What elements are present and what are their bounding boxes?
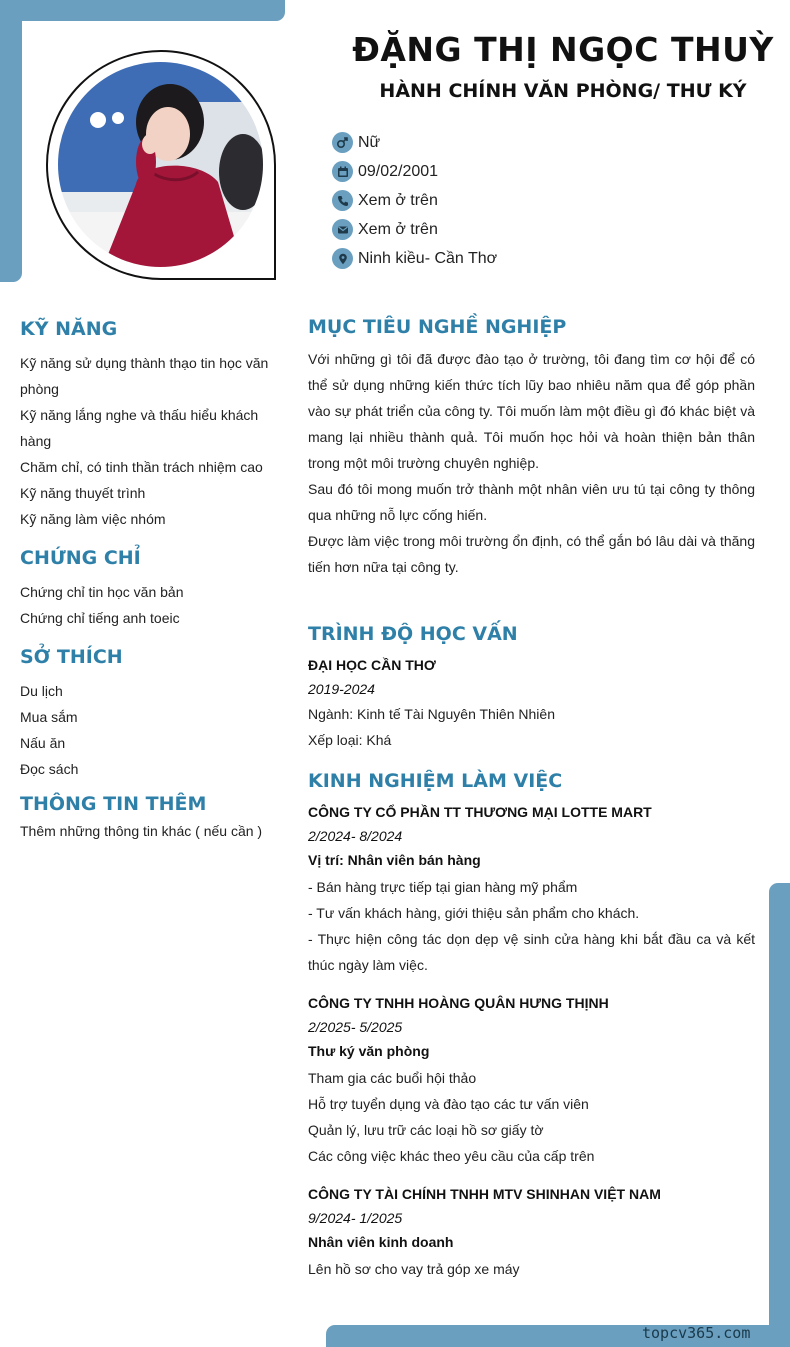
education-period: 2019-2024 xyxy=(308,681,375,697)
certificate-item: Chứng chỉ tin học văn bản xyxy=(20,584,184,600)
location-icon xyxy=(332,248,353,269)
extra-info-heading: THÔNG TIN THÊM xyxy=(20,793,207,815)
certificates-heading: CHỨNG CHỈ xyxy=(20,547,141,569)
job-role: Vị trí: Nhân viên bán hàng xyxy=(308,852,481,868)
right-decor-bar xyxy=(769,883,790,1347)
contact-phone xyxy=(332,186,497,215)
contact-list xyxy=(332,128,497,273)
site-watermark: topcv365.com xyxy=(642,1324,751,1342)
job-task: Các công việc khác theo yêu cầu của cấp trên xyxy=(308,1148,595,1164)
job-role: Thư ký văn phòng xyxy=(308,1043,430,1059)
job-task: - Bán hàng trực tiếp tại gian hàng mỹ phẩm xyxy=(308,879,578,895)
extra-info-list xyxy=(20,818,290,844)
contact-location xyxy=(332,244,497,273)
education-grade: Xếp loại: Khá xyxy=(308,732,392,748)
school-name: ĐẠI HỌC CẦN THƠ xyxy=(308,657,436,673)
email-text: Xem ở trên xyxy=(358,220,438,238)
job-task: Tham gia các buổi hội thảo xyxy=(308,1070,477,1086)
hobby-item: Du lịch xyxy=(20,683,63,699)
job-company: CÔNG TY TNHH HOÀNG QUÂN HƯNG THỊNH xyxy=(308,995,609,1011)
job-task: - Thực hiện công tác dọn dẹp vệ sinh cửa hàng khi bắt đầu ca và kết thúc ngày làm việc. xyxy=(308,931,755,973)
job-task: Hỗ trợ tuyển dụng và đào tạo các tư vấn viên xyxy=(308,1096,589,1112)
calendar-icon xyxy=(332,161,353,182)
hobbies-heading: SỞ THÍCH xyxy=(20,646,123,668)
education-major: Ngành: Kinh tế Tài Nguyên Thiên Nhiên xyxy=(308,706,555,722)
objective-paragraph: Với những gì tôi đã được đào tạo ở trường, tôi đang tìm cơ hội để có thể sử dụng những kiến thức tích lũy bao nhiêu năm qua để góp phần vào sự phát triển của công ty. Tôi muốn làm một điều gì đó khác biệt và mang lại nhiều thành quả. Tôi muốn học hỏi và hoàn thiện bản thân trong một môi trường chuyên nghiệp. xyxy=(308,351,755,471)
phone-text: Xem ở trên xyxy=(358,191,438,209)
top-decor-bar xyxy=(0,0,285,21)
hobby-item: Nấu ăn xyxy=(20,735,66,751)
education-heading: TRÌNH ĐỘ HỌC VẤN xyxy=(308,623,518,645)
location-text: Ninh kiều- Cần Thơ xyxy=(358,249,498,267)
hobby-item: Mua sắm xyxy=(20,709,78,725)
skill-item: Chăm chỉ, có tinh thần trách nhiệm cao xyxy=(20,459,263,475)
objective-heading: MỤC TIÊU NGHỀ NGHIỆP xyxy=(308,316,567,338)
contact-birthdate xyxy=(332,157,497,186)
extra-info-text: Thêm những thông tin khác ( nếu cần ) xyxy=(20,823,263,839)
email-icon xyxy=(332,219,353,240)
job-company: CÔNG TY CỔ PHẦN TT THƯƠNG MẠI LOTTE MART xyxy=(308,804,652,820)
skill-item: Kỹ năng làm việc nhóm xyxy=(20,511,166,527)
certificate-item: Chứng chỉ tiếng anh toeic xyxy=(20,610,180,626)
phone-icon xyxy=(332,190,353,211)
hobbies-list xyxy=(20,678,280,782)
objective-paragraph: Sau đó tôi mong muốn trở thành một nhân viên ưu tú tại công ty thông qua những nỗ lực cống hiến. xyxy=(308,481,755,523)
job-task: Lên hồ sơ cho vay trả góp xe máy xyxy=(308,1261,520,1277)
skill-item: Kỹ năng lắng nghe và thấu hiểu khách hàng xyxy=(20,407,259,449)
job-task: - Tư vấn khách hàng, giới thiệu sản phẩm cho khách. xyxy=(308,905,640,921)
skills-heading: KỸ NĂNG xyxy=(20,318,118,340)
job-period: 9/2024- 1/2025 xyxy=(308,1210,403,1226)
certificates-list xyxy=(20,579,280,631)
left-decor-bar xyxy=(0,0,22,282)
skills-list xyxy=(20,350,280,532)
job-task: Quản lý, lưu trữ các loại hồ sơ giấy tờ xyxy=(308,1122,544,1138)
skill-item: Kỹ năng sử dụng thành thạo tin học văn phòng xyxy=(20,355,269,397)
job-role: Nhân viên kinh doanh xyxy=(308,1234,454,1250)
profile-photo-illustration xyxy=(58,62,263,267)
job-company: CÔNG TY TÀI CHÍNH TNHH MTV SHINHAN VIỆT NAM xyxy=(308,1186,661,1202)
profile-photo xyxy=(58,62,263,267)
objective-paragraph: Được làm việc trong môi trường ổn định, có thể gắn bó lâu dài và thăng tiến hơn nữa tại công ty. xyxy=(308,533,755,575)
job-period: 2/2025- 5/2025 xyxy=(308,1019,403,1035)
contact-email xyxy=(332,215,497,244)
experience-heading: KINH NGHIỆM LÀM VIỆC xyxy=(308,770,563,792)
gender-text: Nữ xyxy=(358,133,381,151)
gender-icon xyxy=(332,132,353,153)
birthdate-text: 09/02/2001 xyxy=(358,162,439,180)
job-title: HÀNH CHÍNH VĂN PHÒNG/ THƯ KÝ xyxy=(379,80,747,102)
contact-gender xyxy=(332,128,497,157)
skill-item: Kỹ năng thuyết trình xyxy=(20,485,146,501)
job-period: 2/2024- 8/2024 xyxy=(308,828,403,844)
candidate-name: ĐẶNG THỊ NGỌC THUỲ xyxy=(352,30,774,69)
hobby-item: Đọc sách xyxy=(20,761,79,777)
